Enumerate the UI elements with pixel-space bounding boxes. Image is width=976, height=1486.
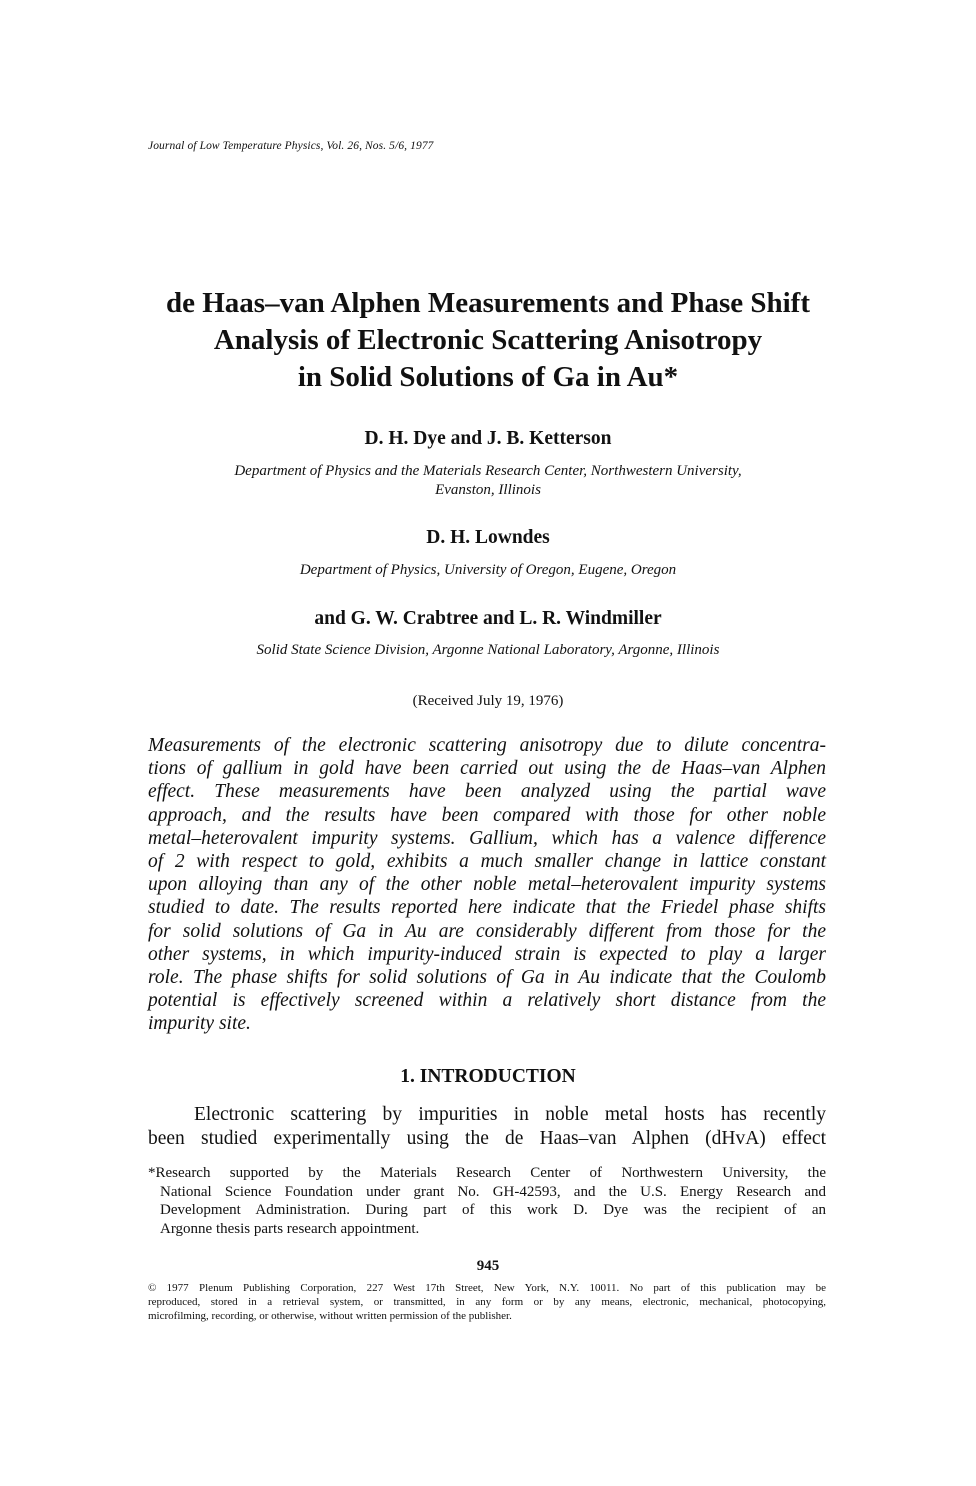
- body-line: Electronic scattering by impurities in noble metal hosts has recently: [194, 1104, 826, 1125]
- abstract-line: potential is effectively screened within a relatively short distance from the: [148, 990, 826, 1012]
- copyright-line: microfilming, recording, or otherwise, without written permission of the publisher.: [148, 1310, 512, 1322]
- abstract-line: approach, and the results have been compared with those for other noble: [148, 804, 826, 826]
- section-heading: 1. INTRODUCTION: [400, 1066, 576, 1087]
- journal-citation: Journal of Low Temperature Physics, Vol. 26, Nos. 5/6, 1977: [148, 140, 434, 152]
- abstract-line: impurity site.: [148, 1013, 251, 1035]
- affiliation-line: Department of Physics, University of Oregon, Eugene, Oregon: [299, 562, 677, 578]
- title-line: in Solid Solutions of Ga in Au*: [297, 361, 679, 393]
- affiliation-line: Department of Physics and the Materials Research Center, Northwestern University,: [234, 463, 742, 479]
- body-paragraph: [148, 1103, 826, 1151]
- footnote-line: *Research supported by the Materials Research Center of Northwestern University, the: [148, 1165, 826, 1181]
- footnote-line: Development Administration. During part of this work D. Dye was the recipient of an: [160, 1202, 826, 1218]
- copyright-line: reproduced, stored in a retrieval system, or transmitted, in any form or by any means, electronic, mechanical, photocopying,: [148, 1296, 826, 1308]
- abstract-line: upon alloying than any of the other noble metal–heterovalent impurity systems: [148, 874, 826, 896]
- title-line: Analysis of Electronic Scattering Anisotropy: [213, 324, 763, 356]
- abstract-line: Measurements of the electronic scattering anisotropy due to dilute concentra-: [148, 735, 826, 756]
- title-line: de Haas–van Alphen Measurements and Phase Shift: [166, 287, 810, 319]
- author-names: and G. W. Crabtree and L. R. Windmiller: [314, 608, 662, 629]
- author-names: D. H. Lowndes: [426, 527, 550, 548]
- author-names: D. H. Dye and J. B. Ketterson: [364, 428, 612, 449]
- abstract-line: other systems, in which impurity-induced strain is expected to play a larger: [148, 943, 826, 965]
- copyright-line: © 1977 Plenum Publishing Corporation, 227 West 17th Street, New York, N.Y. 10011. No part of this publication may be: [148, 1282, 826, 1294]
- footnote-line: National Science Foundation under grant No. GH-42593, and the U.S. Energy Research and: [160, 1183, 826, 1200]
- page-number: 945: [476, 1258, 500, 1274]
- body-line: been studied experimentally using the de Haas–van Alphen (dHvA) effect: [148, 1128, 826, 1149]
- copyright-notice: [148, 1281, 826, 1323]
- footnote-line: Argonne thesis parts research appointment.: [160, 1220, 420, 1237]
- abstract-line: role. The phase shifts for solid solutions of Ga in Au indicate that the Coulomb: [148, 967, 826, 989]
- abstract-line: metal–heterovalent impurity systems. Gallium, which has a valence difference: [148, 827, 826, 849]
- author-affiliation: [120, 462, 856, 500]
- abstract-line: studied to date. The results reported here indicate that the Friedel phase shifts: [148, 897, 826, 919]
- author-affiliation: [120, 641, 856, 660]
- abstract-line: for solid solutions of Ga in Au are considerably different from those for the: [148, 920, 826, 942]
- received-date: (Received July 19, 1976): [412, 693, 564, 709]
- affiliation-line: Solid State Science Division, Argonne National Laboratory, Argonne, Illinois: [256, 642, 720, 658]
- affiliation-line: Evanston, Illinois: [435, 482, 541, 498]
- abstract-line: tions of gallium in gold have been carried out using the de Haas–van Alphen: [148, 758, 826, 780]
- author-affiliation: [120, 561, 856, 580]
- abstract-line: effect. These measurements have been analyzed using the partial wave: [148, 781, 826, 803]
- abstract: [148, 734, 826, 1036]
- footnote: [148, 1164, 826, 1238]
- abstract-line: of 2 with respect to gold, exhibits a much smaller change in lattice constant: [148, 851, 826, 873]
- paper-title: [120, 285, 856, 396]
